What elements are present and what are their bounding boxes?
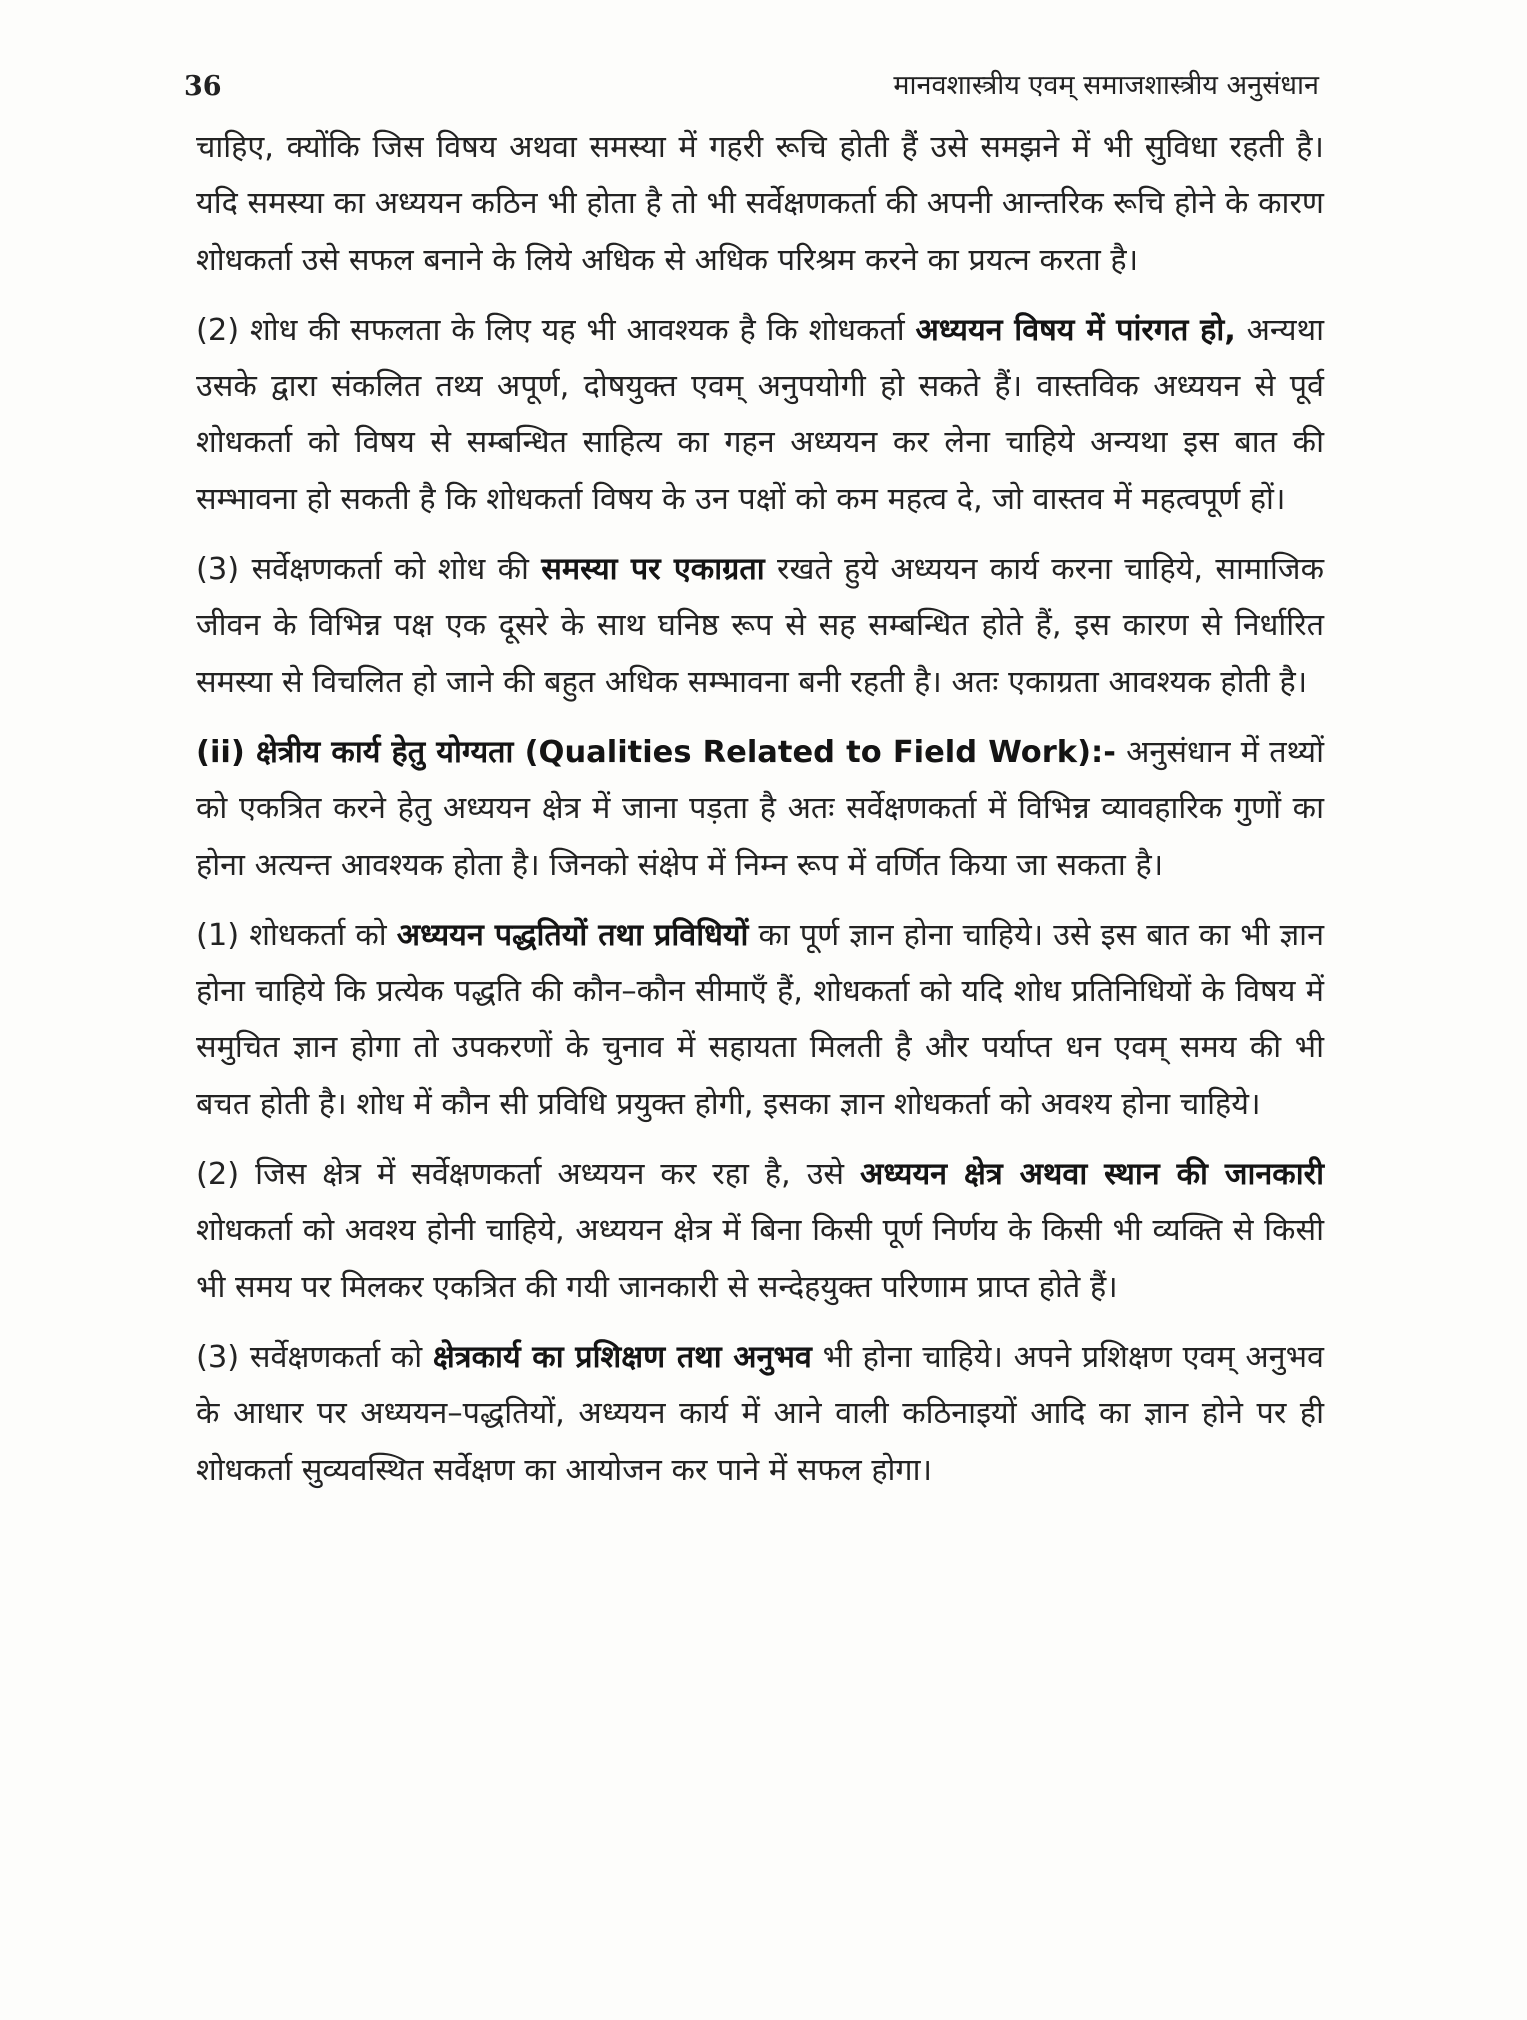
paragraph-text: भी होना चाहिये। अपने प्रशिक्षण एवम् अनुभव के आधार पर अध्ययन–पद्धतियों, अध्ययन कार्य में आने वाली कठिनाइयों आदि का ज्ञान होने पर ही शोधकर्ता सुव्यवस्थित सर्वेक्षण का आयोजन कर पाने में सफल होगा। — [196, 1339, 1324, 1488]
paragraph-point-3-concentration — [196, 542, 1324, 711]
paragraph-field-point-2-area-knowledge — [196, 1147, 1324, 1316]
page-number: 36 — [184, 71, 222, 102]
paragraph-field-point-3-training — [196, 1330, 1324, 1499]
paragraph-point-2-subject-mastery — [196, 303, 1324, 528]
paragraph-text: अन्यथा उसके द्वारा संकलित तथ्य अपूर्ण, दोषयुक्त एवम् अनुपयोगी हो सकते हैं। वास्तविक अध्ययन से पूर्व शोधकर्ता को विषय से सम्बन्धित साहित्य का गहन अध्ययन कर लेना चाहिये अन्यथा इस बात की सम्भावना हो सकती है कि शोधकर्ता विषय के उन पक्षों को कम महत्व दे, जो वास्तव में महत्वपूर्ण हों। — [196, 312, 1324, 517]
paragraph-text: (2) शोध की सफलता के लिए यह भी आवश्यक है कि शोधकर्ता — [196, 312, 916, 348]
bold-phrase: अध्ययन क्षेत्र अथवा स्थान की जानकारी — [860, 1157, 1325, 1193]
paragraph-field-point-1-methods — [196, 908, 1324, 1133]
paragraph-text: चाहिए, क्योंकि जिस विषय अथवा समस्या में गहरी रूचि होती हैं उसे समझने में भी सुविधा रहती है। यदि समस्या का अध्ययन कठिन भी होता है तो भी सर्वेक्षणकर्ता की अपनी आन्तरिक रूचि होने के कारण शोधकर्ता उसे सफल बनाने के लिये अधिक से अधिक परिश्रम करने का प्रयत्न करता है। — [196, 130, 1324, 278]
paragraph-text: रखते हुये अध्ययन कार्य करना चाहिये, सामाजिक जीवन के विभिन्न पक्ष एक दूसरे के साथ घनिष्ठ रूप से सह सम्बन्धित होते हैं, इस कारण से निर्धारित समस्या से विचलित हो जाने की बहुत अधिक सम्भावना बनी रहती है। अतः एकाग्रता आवश्यक होती है। — [196, 552, 1324, 700]
paragraph-text: अनुसंधान में तथ्यों को एकत्रित करने हेतु अध्ययन क्षेत्र में जाना पड़ता है अतः सर्वेक्षणकर्ता में विभिन्न व्यावहारिक गुणों का होना अत्यन्त आवश्यक होता है। जिनको संक्षेप में निम्न रूप में वर्णित किया जा सकता है। — [196, 734, 1324, 883]
page-header — [184, 52, 1319, 102]
section-field-work-qualities — [196, 725, 1324, 894]
body-text — [196, 120, 1324, 1513]
bold-phrase: अध्ययन विषय में पांरगत हो, — [915, 312, 1236, 348]
running-title: मानवशास्त्रीय एवम् समाजशास्त्रीय अनुसंधान — [893, 70, 1319, 101]
bold-phrase: अध्ययन पद्धतियों तथा प्रविधियों — [396, 917, 749, 953]
section-heading: (ii) क्षेत्रीय कार्य हेतु योग्यता (Qualities Related to Field Work):- — [196, 734, 1116, 770]
paragraph-intro-continuation — [196, 120, 1324, 289]
paragraph-text: (3) सर्वेक्षणकर्ता को — [196, 1339, 433, 1375]
paragraph-text: (1) शोधकर्ता को — [196, 917, 397, 953]
paragraph-text: शोधकर्ता को अवश्य होनी चाहिये, अध्ययन क्षेत्र में बिना किसी पूर्ण निर्णय के किसी भी व्यक्ति से किसी भी समय पर मिलकर एकत्रित की गयी जानकारी से सन्देहयुक्त परिणाम प्राप्त होते हैं। — [196, 1213, 1324, 1305]
paragraph-text: (2) जिस क्षेत्र में सर्वेक्षणकर्ता अध्ययन कर रहा है, उसे — [196, 1157, 861, 1193]
bold-phrase: क्षेत्रकार्य का प्रशिक्षण तथा अनुभव — [432, 1339, 812, 1375]
bold-phrase: समस्या पर एकाग्रता — [541, 552, 765, 588]
paragraph-text: (3) सर्वेक्षणकर्ता को शोध की — [196, 552, 542, 588]
paragraph-text: का पूर्ण ज्ञान होना चाहिये। उसे इस बात का भी ज्ञान होना चाहिये कि प्रत्येक पद्धति की कौन–कौन सीमाएँ हैं, शोधकर्ता को यदि शोध प्रतिनिधियों के विषय में समुचित ज्ञान होगा तो उपकरणों के चुनाव में सहायता मिलती है और पर्याप्त धन एवम् समय की भी बचत होती है। शोध में कौन सी प्रविधि प्रयुक्त होगी, इसका ज्ञान शोधकर्ता को अवश्य होना चाहिये। — [196, 917, 1325, 1122]
